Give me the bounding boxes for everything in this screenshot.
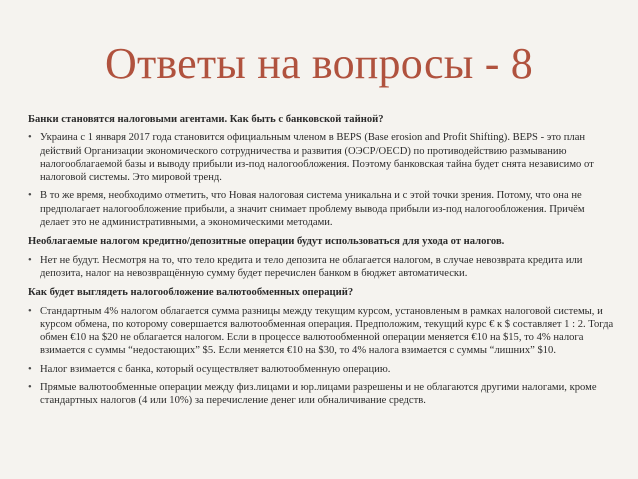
answer-item: • Украина с 1 января 2017 года становится официальным членом в BEPS (Base erosion and Profit Shifting). BEPS - это план действий Организации экономического сотрудничества и развития (ОЭСР/OECD) по противодействию размыванию налогооблагаемой базы и выводу прибыли из-под налогообложения. Поэтому банковская тайна будет снята независимо от налоговой системы. Это мировой тренд.: [28, 131, 614, 184]
answer-item: • Прямые валютообменные операции между физ.лицами и юр.лицами разрешены и не облагаются другими налогами, кроме стандартных налогов (4 или 10%) за перечисление денег или обналичивание средств.: [28, 381, 614, 408]
answer-list-bank-secrecy: [28, 131, 614, 229]
answer-list-credit-deposit: [28, 254, 614, 281]
answer-item: • В то же время, необходимо отметить, что Новая налоговая система уникальна и с этой точки зрения. Потому, что она не предполагает налогообложение прибыли, а значит снимает проблему вывода прибыли из-под налогообложения. Причём делает это не административными, а экономическими методами.: [28, 189, 614, 229]
answer-item: • Нет не будут. Несмотря на то, что тело кредита и тело депозита не облагается налогом, в случае невозврата кредита или депозита, налог на невозвращённую сумму будет перечислен банком в бюджет автоматически.: [28, 254, 614, 281]
slide-title: Ответы на вопросы - 8: [105, 39, 533, 88]
answer-item: • Налог взимается с банка, который осуществляет валютообменную операцию.: [28, 363, 614, 376]
answer-list-currency-exchange: [28, 305, 614, 408]
answer-item: • Стандартным 4% налогом облагается сумма разницы между текущим курсом, установленым в рамках налоговой системы, и курсом обмена, по которому совершается валютообменная операция. Предположим, текущий курс € к $ составляет 1 : 2. Тогда обмен €10 на $20 не облагается налогом. Если в процессе валютообменной операции меняется €10 на $15, то 4% налога взимается с суммы “недостающих” $5. Если меняется €10 на $30, то 4% налога взимается с суммы “лишних” $10.: [28, 305, 614, 358]
question-currency-exchange: Как будет выглядеть налогообложение валютообменных операций?: [28, 287, 354, 299]
question-credit-deposit: Необлагаемые налогом кредитно/депозитные операции будут использоваться для ухода от налогов.: [28, 236, 505, 248]
question-bank-secrecy: Банки становятся налоговыми агентами. Как быть с банковской тайной?: [28, 114, 384, 125]
slide-content: [28, 113, 614, 413]
